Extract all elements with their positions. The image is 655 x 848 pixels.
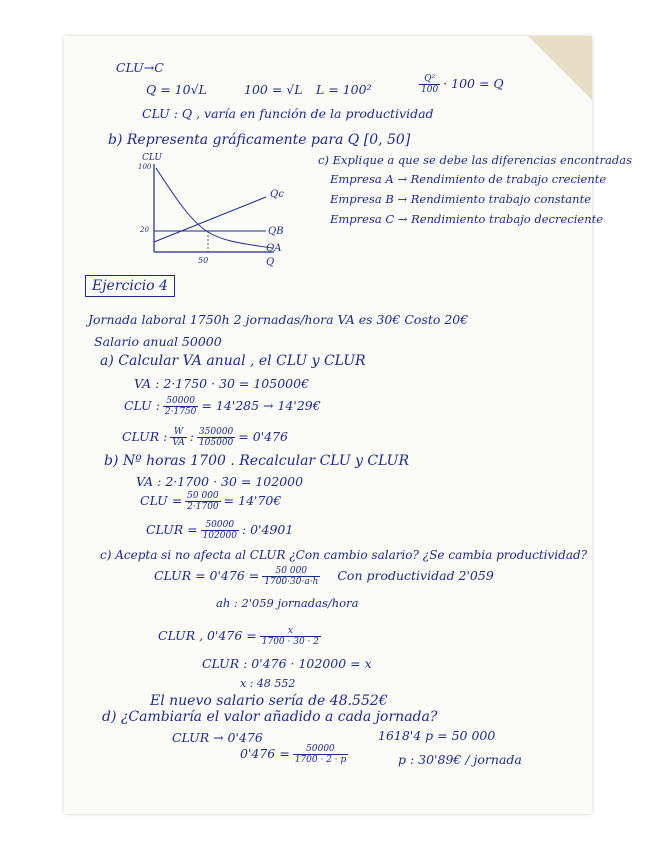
note-empresa-c: Empresa C → Rendimiento trabajo decreciente [330, 212, 604, 226]
ex4-a-heading: a) Calcular VA anual , el CLU y CLUR [100, 353, 366, 369]
ex4-b-va: VA : 2·1700 · 30 = 102000 [136, 474, 304, 489]
ex4-c-x: x : 48 552 [240, 677, 296, 690]
curve-label-b: QB [268, 226, 284, 237]
curve-label-a: QA [266, 243, 282, 254]
x-axis-label: Q [266, 257, 275, 268]
y-tick-100: 100 [138, 163, 152, 171]
section-b-heading: b) Representa gráficamente para Q [0, 50] [108, 132, 411, 148]
ex4-d-fraction: 0'476 = $\frac{50000}{1700 \cdot 2 \cdot p}$ [240, 744, 347, 765]
ex4-statement-1: Jornada laboral 1750h 2 jornadas/hora VA es 30€ Costo 20€ [88, 312, 469, 327]
ex4-d-heading: d) ¿Cambiaría el valor añadido a cada jornada? [102, 709, 438, 725]
eq-100-root-l: 100 = √L [244, 82, 303, 97]
exercise-4-title: Ejercicio 4 [85, 275, 175, 297]
curve-increasing [154, 197, 266, 242]
scanned-page [64, 36, 633, 814]
ex4-d-eq: 1618'4 p = 50 000 [378, 728, 496, 743]
ex4-a-va: VA : 2·1750 · 30 = 105000€ [134, 376, 310, 391]
note-c-heading: c) Explique a que se debe las diferencias encontradas [318, 153, 633, 167]
eq-q-10-root-l: Q = 10√L [146, 82, 207, 97]
ex4-c-ah: ah : 2'059 jornadas/hora [216, 596, 359, 610]
line-clu-varies: CLU : Q , varía en función de la productividad [142, 106, 434, 121]
productivity-graph [116, 152, 306, 272]
ex4-c-heading: c) Acepta si no afecta al CLUR ¿Con cambio salario? ¿Se cambia productividad? [100, 548, 588, 562]
x-tick-50: 50 [198, 256, 209, 265]
ex4-c-conclusion: El nuevo salario sería de 48.552€ [150, 693, 388, 709]
y-axis-label: CLU [142, 153, 162, 163]
ex4-d-clur: CLUR → 0'476 [172, 730, 263, 745]
ex4-b-heading: b) Nº horas 1700 . Recalcular CLU y CLUR [104, 453, 410, 469]
y-tick-20: 20 [140, 226, 149, 234]
ex4-statement-2: Salario anual 50000 [94, 334, 222, 349]
ex4-c-clur-3: CLUR : 0'476 · 102000 = x [202, 656, 372, 671]
note-empresa-a: Empresa A → Rendimiento de trabajo creciente [330, 172, 607, 186]
folded-corner [528, 36, 592, 100]
curve-decreasing [156, 168, 272, 248]
ex4-d-result: p : 30'89€ / jornada [398, 752, 522, 767]
line-clu-c: CLU→C [116, 60, 164, 75]
eq-l-100-sq: L = 100² [316, 82, 372, 97]
ex4-a-clur: CLUR : $\frac{W}{VA}$ : $\frac{350000}{105000}$ = 0'476 [122, 427, 288, 448]
eq-q-squared: $\frac{\text{Q²}}{100}$ · 100 = Q [421, 74, 504, 95]
ex4-b-clur: CLUR = $\frac{50000}{102000}$ : 0'4901 [146, 520, 294, 541]
ex4-a-clu: CLU : $\frac{50000}{2\cdot 1750}$ = 14'285 → 14'29€ [124, 396, 321, 417]
note-empresa-b: Empresa B → Rendimiento trabajo constante [330, 192, 592, 206]
ex4-c-clur-2: CLUR , 0'476 = $\frac{x}{1700 \cdot 30 \cdot 2}$ [158, 626, 319, 647]
ex4-c-clur: CLUR = 0'476 = $\frac{50 000}{1700\cdot 30\cdot a\cdot h}$ Con productividad 2'059 [154, 566, 494, 587]
curve-label-c: Qc [270, 189, 284, 200]
ex4-b-clu: CLU = $\frac{50 000}{2\cdot 1700}$ = 14'70€ [140, 491, 282, 512]
